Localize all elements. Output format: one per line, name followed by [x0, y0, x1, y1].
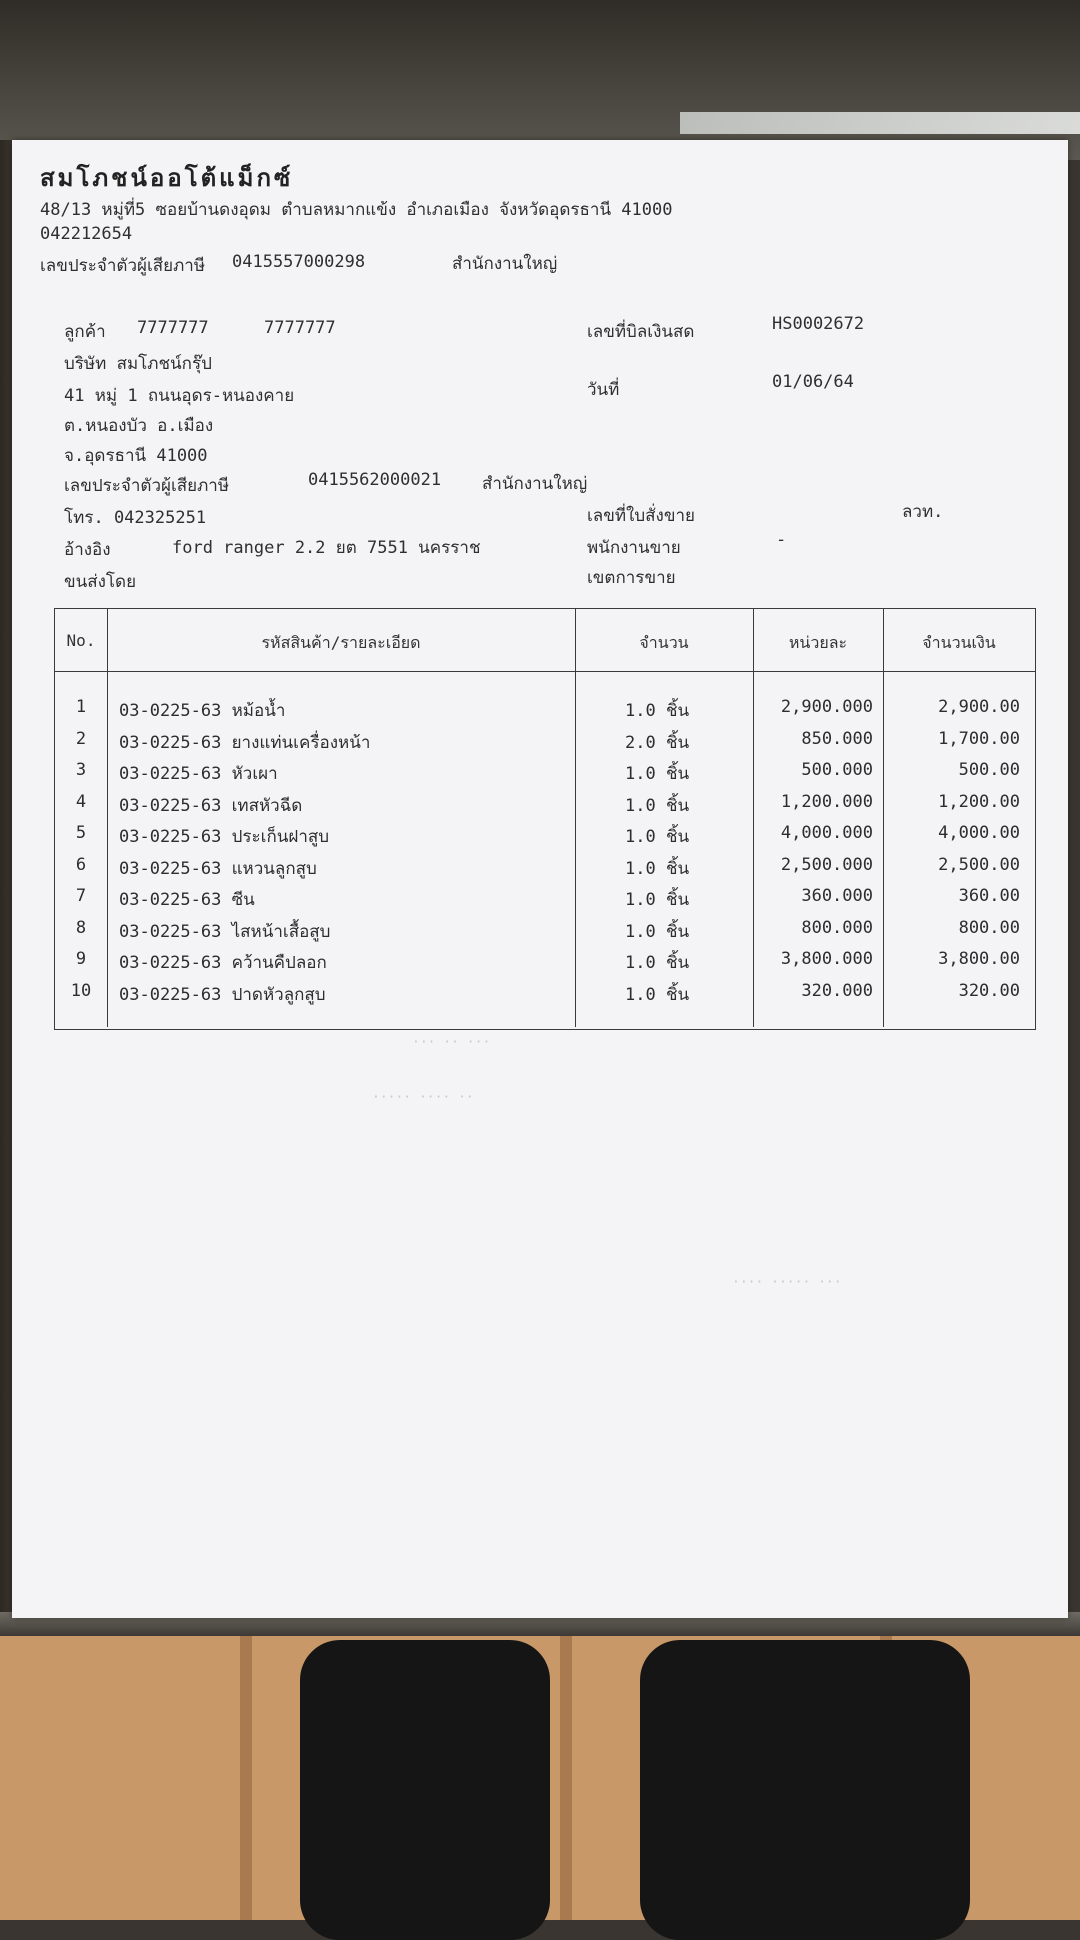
row-number: 4	[75, 791, 87, 812]
bleed-through-mark: ···· ····· ···	[732, 1275, 842, 1290]
customer-tax-id: 0415562000021	[308, 470, 442, 490]
row-number: 3	[75, 760, 87, 780]
row-quantity: 1.0 ชิ้น	[625, 858, 690, 879]
sales-order-code: ลวท.	[902, 502, 944, 522]
customer-address-1: 41 หมู่ 1 ถนนอุดร-หนองคาย	[64, 386, 295, 406]
row-description: 03-0225-63 เทสหัวฉีด	[119, 795, 303, 816]
right-leg	[640, 1640, 970, 1940]
row-description: 03-0225-63 แหวนลูกสูบ	[119, 858, 317, 879]
row-number: 7	[75, 886, 87, 906]
bleed-through-mark: ··· ·· ···	[412, 1035, 491, 1050]
left-leg	[300, 1640, 550, 1940]
row-description: 03-0225-63 ปาดหัวลูกสูบ	[119, 984, 326, 1005]
background-light-reflection	[680, 112, 1080, 134]
row-unit-price: 1,200.000	[780, 791, 873, 812]
row-unit-price: 4,000.000	[780, 823, 873, 843]
company-address: 48/13 หมู่ที่5 ซอยบ้านดงอุดม ตำบลหมากแข้ง อำเภอเมือง จังหวัดอุดรธานี 41000	[40, 200, 673, 220]
customer-code-2: 7777777	[264, 318, 336, 338]
bill-number: HS0002672	[772, 314, 865, 334]
header-quantity: จำนวน	[639, 633, 689, 652]
row-number: 1	[75, 697, 87, 717]
table-column-divider	[107, 609, 108, 1027]
invoice-paper	[12, 140, 1068, 1618]
customer-address-3: จ.อุดรธานี 41000	[64, 446, 208, 466]
shipping-label: ขนส่งโดย	[64, 572, 137, 592]
row-amount: 800.00	[958, 917, 1020, 938]
row-number: 10	[70, 980, 92, 1001]
row-unit-price: 500.000	[801, 760, 873, 780]
row-description: 03-0225-63 ยางแท่นเครื่องหน้า	[119, 732, 371, 753]
row-amount: 3,800.00	[938, 949, 1020, 969]
row-unit-price: 360.000	[801, 886, 873, 906]
customer-branch: สำนักงานใหญ่	[482, 474, 588, 494]
row-unit-price: 2,500.000	[780, 854, 873, 875]
row-quantity: 1.0 ชิ้น	[625, 795, 690, 816]
background-stripe	[560, 1636, 572, 1920]
row-quantity: 1.0 ชิ้น	[625, 827, 690, 847]
customer-name: บริษัท สมโภชน์กรุ๊ป	[64, 354, 212, 374]
sales-order-label: เลขที่ใบสั่งขาย	[587, 506, 695, 526]
company-tax-label: เลขประจำตัวผู้เสียภาษี	[40, 256, 206, 276]
salesperson-label: พนักงานขาย	[587, 538, 681, 558]
row-unit-price: 800.000	[801, 917, 873, 938]
row-unit-price: 850.000	[801, 728, 873, 749]
row-unit-price: 3,800.000	[780, 949, 873, 969]
row-quantity: 1.0 ชิ้น	[625, 764, 690, 784]
items-table	[54, 608, 1036, 1030]
row-number: 9	[75, 949, 87, 969]
table-header-divider	[55, 671, 1035, 672]
header-amount: จำนวนเงิน	[922, 633, 996, 652]
row-amount: 2,900.00	[938, 697, 1020, 717]
row-number: 8	[75, 917, 87, 938]
row-amount: 1,200.00	[938, 791, 1020, 812]
company-name: สมโภชน์ออโต้แม็กซ์	[40, 164, 294, 192]
row-unit-price: 320.000	[801, 980, 873, 1001]
sales-area-label: เขตการขาย	[587, 568, 676, 588]
row-number: 5	[75, 823, 87, 843]
row-unit-price: 2,900.000	[780, 697, 873, 717]
row-description: 03-0225-63 หัวเผา	[119, 764, 278, 784]
row-description: 03-0225-63 คว้านคืปลอก	[119, 953, 327, 973]
header-description: รหัสสินค้า/รายละเอียด	[261, 633, 421, 652]
row-description: 03-0225-63 ไสหน้าเสื้อสูบ	[119, 921, 331, 942]
row-description: 03-0225-63 ประเก็นฝาสูบ	[119, 827, 330, 847]
row-quantity: 2.0 ชิ้น	[625, 732, 690, 753]
company-phone: 042212654	[40, 224, 133, 244]
row-quantity: 1.0 ชิ้น	[625, 984, 690, 1005]
row-quantity: 1.0 ชิ้น	[625, 890, 690, 910]
reference-label: อ้างอิง	[64, 540, 111, 560]
header-unit-price: หน่วยละ	[788, 633, 848, 652]
salesperson-value: -	[776, 530, 787, 550]
header-no: No.	[66, 631, 96, 650]
background-glass-top	[0, 0, 1080, 160]
customer-code: 7777777	[137, 318, 209, 338]
row-quantity: 1.0 ชิ้น	[625, 921, 690, 942]
customer-tax-label: เลขประจำตัวผู้เสียภาษี	[64, 476, 230, 496]
bill-number-label: เลขที่บิลเงินสด	[587, 322, 695, 342]
table-column-divider	[883, 609, 884, 1027]
row-amount: 1,700.00	[938, 728, 1020, 749]
reference-value: ford ranger 2.2 ยต 7551 นครราช	[172, 538, 481, 558]
customer-address-2: ต.หนองบัว อ.เมือง	[64, 416, 214, 436]
bleed-through-mark: ····· ···· ··	[372, 1090, 474, 1105]
background-stripe	[240, 1636, 252, 1920]
row-amount: 4,000.00	[938, 823, 1020, 843]
date-label: วันที่	[587, 380, 620, 400]
row-quantity: 1.0 ชิ้น	[625, 953, 690, 973]
row-description: 03-0225-63 ซีน	[119, 890, 255, 910]
table-column-divider	[753, 609, 754, 1027]
row-description: 03-0225-63 หม้อน้ำ	[119, 701, 286, 721]
row-number: 2	[75, 728, 87, 749]
row-amount: 320.00	[958, 980, 1020, 1001]
row-amount: 2,500.00	[938, 854, 1020, 875]
row-amount: 360.00	[958, 886, 1020, 906]
row-number: 6	[75, 854, 87, 875]
company-branch: สำนักงานใหญ่	[452, 254, 558, 274]
row-quantity: 1.0 ชิ้น	[625, 701, 690, 721]
table-column-divider	[575, 609, 576, 1027]
invoice-date: 01/06/64	[772, 372, 854, 392]
customer-phone: โทร. 042325251	[64, 508, 207, 528]
company-tax-id: 0415557000298	[232, 252, 366, 272]
customer-label: ลูกค้า	[64, 322, 106, 342]
row-amount: 500.00	[958, 760, 1020, 780]
